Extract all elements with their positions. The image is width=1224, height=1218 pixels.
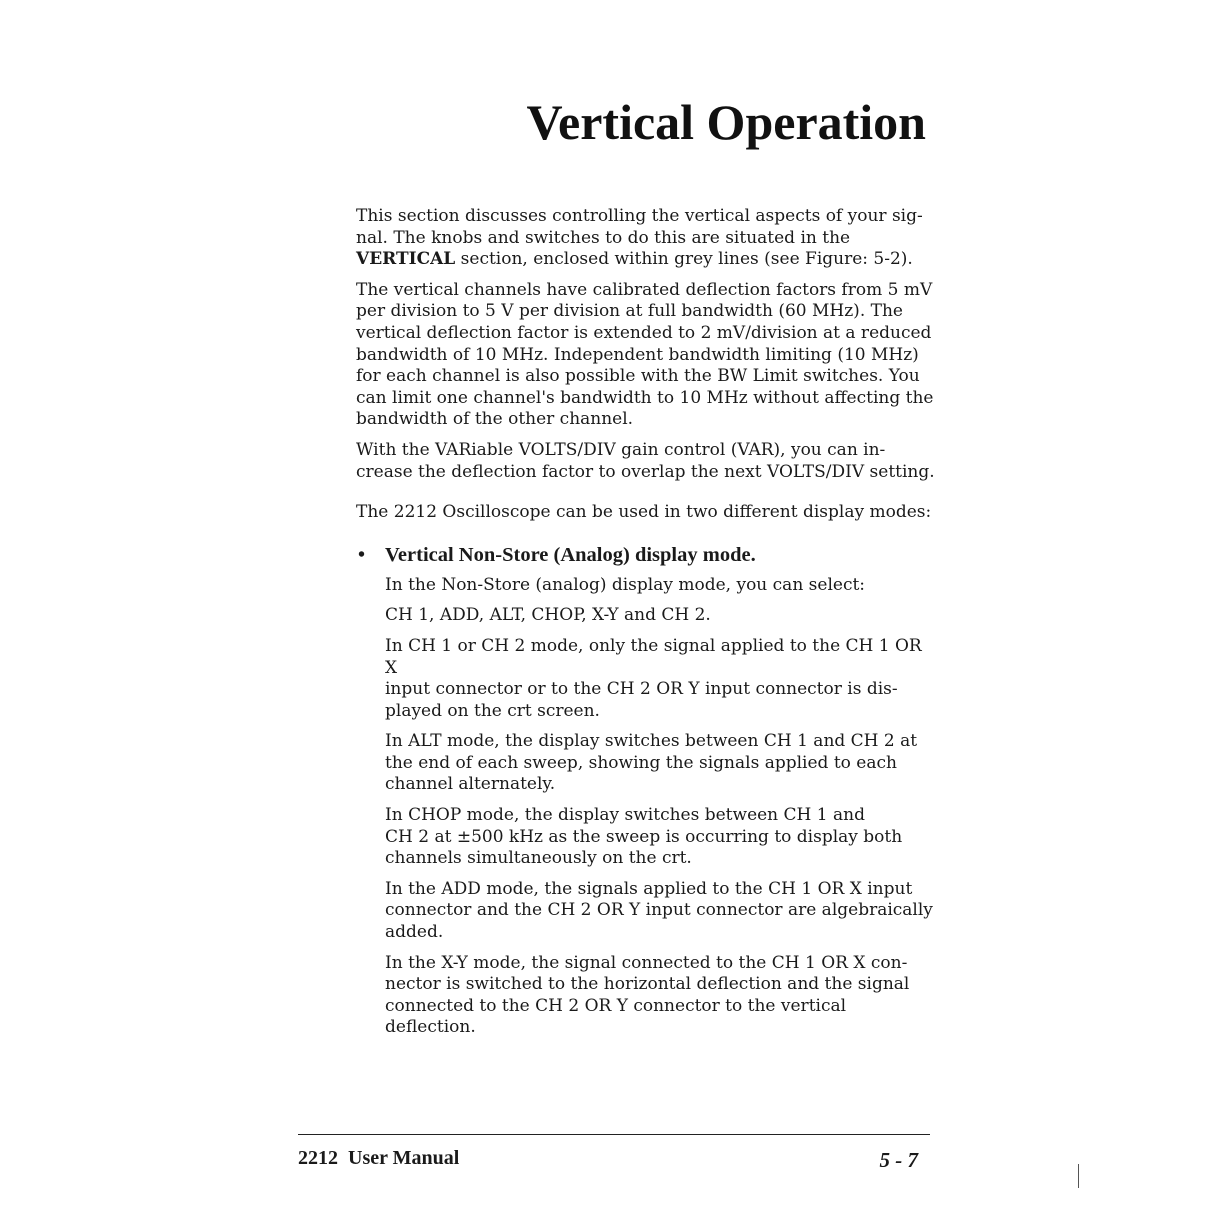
alt-mode-paragraph [385, 731, 936, 796]
line: bandwidth of the other channel. [356, 409, 634, 430]
line: The 2212 Oscilloscope can be used in two different display modes: [356, 502, 932, 523]
line: The vertical channels have calibrated deflection factors from 5 mV [356, 279, 933, 300]
intro-paragraph-4 [356, 502, 936, 524]
intro-paragraph-2 [356, 280, 936, 431]
mode-list-paragraph [385, 605, 936, 627]
line: crease the deflection factor to overlap the next VOLTS/DIV setting. [356, 461, 935, 482]
page-number: 5 - 7 [879, 1148, 918, 1172]
intro-paragraph-1 [356, 206, 936, 271]
page-title: Vertical Operation [526, 94, 926, 150]
line: In ALT mode, the display switches between CH 1 and CH 2 at [385, 731, 918, 752]
line-rest: section, enclosed within grey lines (see Figure: 5-2). [455, 249, 913, 270]
line: nal. The knobs and switches to do this are situated in the [356, 227, 851, 248]
line: can limit one channel's bandwidth to 10 MHz without affecting the [356, 387, 934, 408]
line: This section discusses controlling the vertical aspects of your sig- [356, 206, 923, 226]
intro-paragraph-3 [356, 440, 936, 483]
footer-divider [298, 1134, 930, 1135]
line: per division to 5 V per division at full bandwidth (60 MHz). The [356, 301, 903, 322]
line: channel alternately. [385, 774, 556, 795]
line: CH 1, ADD, ALT, CHOP, X-Y and CH 2. [385, 605, 711, 626]
line: CH 2 at ±500 kHz as the sweep is occurring to display both [385, 826, 903, 847]
line: added. [385, 922, 444, 943]
mode-select-paragraph [385, 575, 936, 597]
line: channels simultaneously on the crt. [385, 848, 692, 869]
bullet-body [356, 575, 936, 1039]
line: nector is switched to the horizontal deflection and the signal [385, 974, 910, 995]
line: for each channel is also possible with the BW Limit switches. You [356, 366, 920, 387]
line [356, 249, 936, 271]
add-mode-paragraph [385, 879, 936, 944]
line: bandwidth of 10 MHz. Independent bandwidth limiting (10 MHz) [356, 344, 919, 365]
line: In the ADD mode, the signals applied to the CH 1 OR X input [385, 878, 913, 899]
line: the end of each sweep, showing the signals applied to each [385, 752, 897, 773]
bullet-heading-text: Vertical Non-Store (Analog) display mode. [385, 543, 756, 566]
chop-mode-paragraph [385, 805, 936, 870]
bullet-dot: • [358, 543, 366, 566]
xy-mode-paragraph [385, 953, 936, 1039]
line: vertical deflection factor is extended to 2 mV/division at a reduced [356, 322, 932, 343]
line: input connector or to the CH 2 OR Y input connector is dis- [385, 679, 898, 700]
line: In the Non-Store (analog) display mode, you can select: [385, 574, 866, 595]
line: In CHOP mode, the display switches between CH 1 and [385, 805, 865, 826]
vertical-keyword: VERTICAL [356, 249, 456, 270]
bullet-heading [356, 543, 936, 567]
line: connector and the CH 2 OR Y input connector are algebraically [385, 900, 933, 921]
line: connected to the CH 2 OR Y connector to the vertical deflection. [385, 995, 847, 1038]
scan-edge-mark [1078, 1164, 1079, 1188]
ch-mode-paragraph [385, 636, 936, 722]
line: played on the crt screen. [385, 700, 600, 721]
body-text [356, 206, 936, 1048]
line: In CH 1 or CH 2 mode, only the signal applied to the CH 1 OR X [385, 635, 922, 678]
line: With the VARiable VOLTS/DIV gain control (VAR), you can in- [356, 439, 886, 460]
line: In the X-Y mode, the signal connected to the CH 1 OR X con- [385, 952, 908, 973]
footer-manual-title: 2212 User Manual [298, 1147, 460, 1169]
